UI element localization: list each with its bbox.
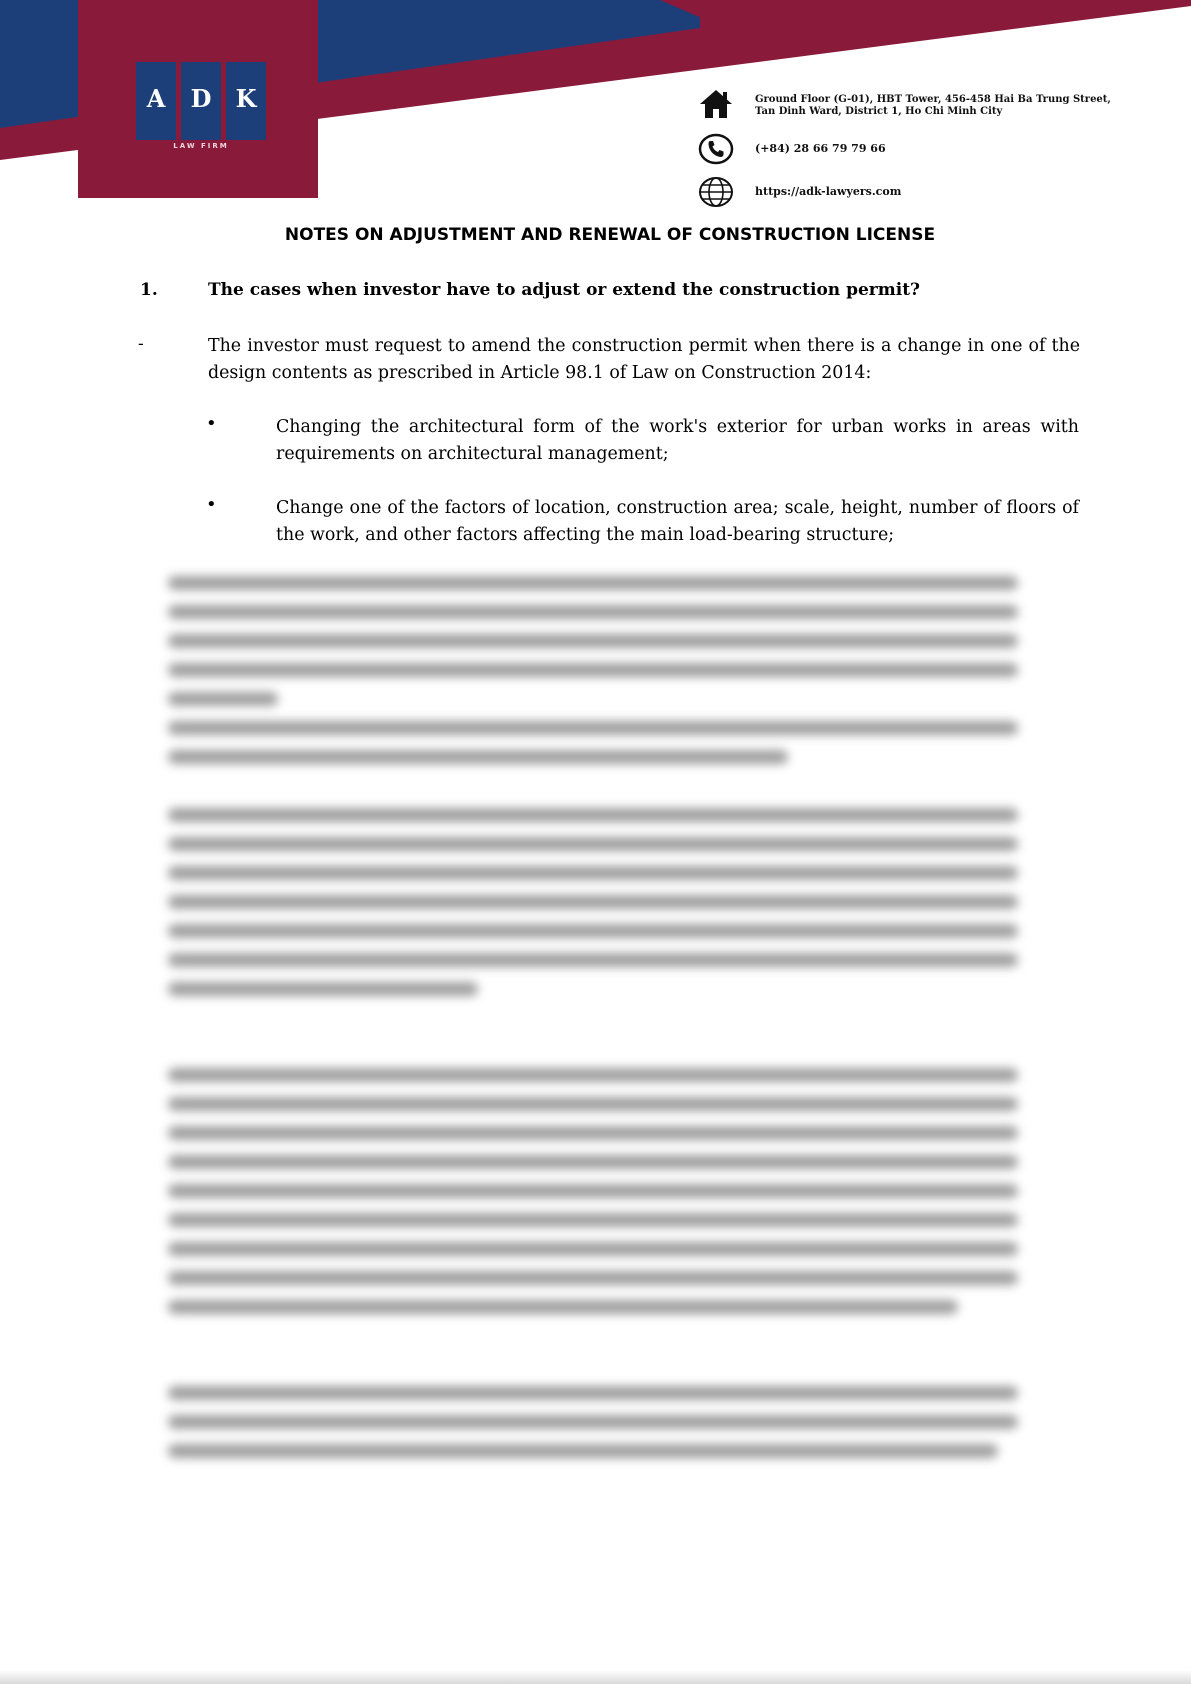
- blurred-preview-region: [160, 560, 1030, 1480]
- globe-icon: [698, 176, 734, 208]
- logo-letter-d: D: [190, 84, 212, 113]
- blurred-text-line: [168, 1184, 1018, 1198]
- page-bottom-edge: [0, 1670, 1191, 1684]
- blurred-text-line: [168, 1271, 1018, 1285]
- home-icon: [698, 88, 734, 120]
- blurred-text-line: [168, 1386, 1018, 1400]
- section-heading: The cases when investor have to adjust or extend the construction permit?: [208, 280, 921, 300]
- address-line-2: Tan Dinh Ward, District 1, Ho Chi Minh City: [755, 106, 1003, 117]
- phone-icon: [698, 133, 734, 165]
- blurred-text-line: [168, 808, 1018, 822]
- blurred-text-line: [168, 605, 1018, 619]
- address-line-1: Ground Floor (G-01), HBT Tower, 456-458 Hai Ba Trung Street,: [755, 94, 1111, 105]
- bullet-marker: •: [206, 413, 217, 434]
- blurred-text-line: [168, 953, 1018, 967]
- blurred-text-line: [168, 692, 278, 706]
- company-logo: [78, 0, 318, 198]
- logo-mark: [136, 62, 266, 140]
- intro-paragraph: The investor must request to amend the construction permit when there is a change in one of the design contents as prescribed in Article 98.1 of Law on Construction 2014:: [208, 336, 1080, 383]
- blurred-text-line: [168, 837, 1018, 851]
- blurred-text-line: [168, 1242, 1018, 1256]
- section-number: 1.: [140, 280, 158, 300]
- letterhead: [0, 0, 1191, 210]
- blurred-text-line: [168, 634, 1018, 648]
- blurred-text-line: [168, 1068, 1018, 1082]
- blurred-text-line: [168, 1097, 1018, 1111]
- list-dash-marker: -: [138, 334, 144, 354]
- website-link[interactable]: https://adk-lawyers.com: [755, 185, 902, 198]
- blurred-text-line: [168, 1415, 1018, 1429]
- blurred-text-line: [168, 1444, 998, 1458]
- bullet-item-2: Change one of the factors of location, construction area; scale, height, number of floors of the work, and other factors affecting the main load-bearing structure;: [276, 498, 1079, 545]
- blurred-text-line: [168, 663, 1018, 677]
- logo-subtitle: LAW FIRM: [173, 142, 229, 150]
- logo-letter-k: K: [235, 84, 257, 113]
- blurred-text-line: [168, 924, 1018, 938]
- blurred-text-line: [168, 895, 1018, 909]
- blurred-text-line: [168, 576, 1018, 590]
- bullet-item-1: Changing the architectural form of the work's exterior for urban works in areas with requirements on architectural management;: [276, 417, 1079, 464]
- blurred-text-line: [168, 721, 1018, 735]
- blurred-text-line: [168, 1155, 1018, 1169]
- blurred-text-line: [168, 866, 1018, 880]
- blurred-text-line: [168, 1126, 1018, 1140]
- phone-number: (+84) 28 66 79 79 66: [755, 142, 886, 155]
- blurred-text-line: [168, 1300, 958, 1314]
- logo-letter-a: A: [146, 84, 166, 113]
- bullet-marker: •: [206, 494, 217, 515]
- blurred-text-line: [168, 1213, 1018, 1227]
- document-title: NOTES ON ADJUSTMENT AND RENEWAL OF CONSTRUCTION LICENSE: [284, 225, 936, 245]
- blurred-text-line: [168, 750, 788, 764]
- blurred-text-line: [168, 982, 478, 996]
